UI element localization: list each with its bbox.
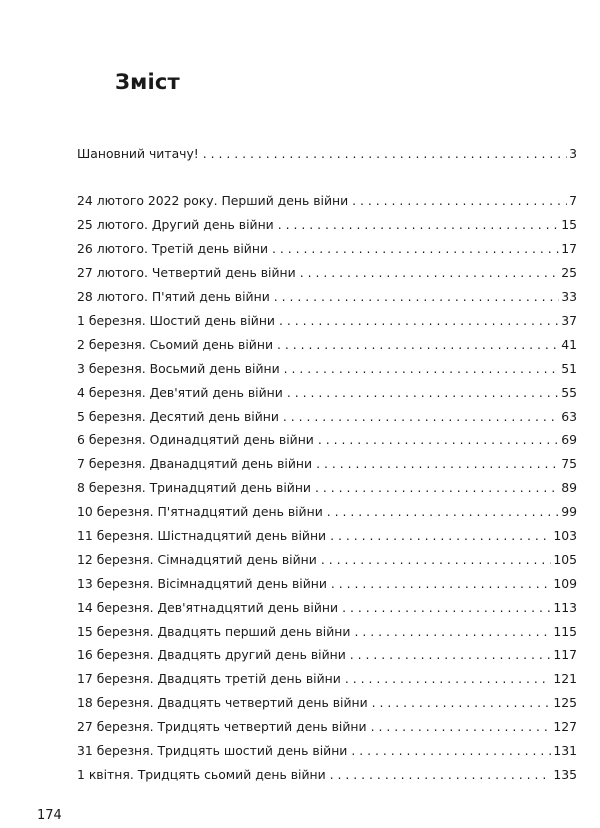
- toc-entry: [77, 643, 577, 667]
- dot-leader: [331, 572, 551, 596]
- toc-entry: [77, 739, 577, 763]
- dot-leader: [351, 739, 551, 763]
- toc-entry-title: 24 лютого 2022 року. Перший день війни: [77, 193, 349, 209]
- toc-entry: [77, 285, 577, 309]
- toc-entry-title: 7 березня. Дванадцятий день війни: [77, 456, 313, 472]
- dot-leader: [315, 476, 559, 500]
- dot-leader: [330, 763, 552, 787]
- dot-leader: [279, 309, 559, 333]
- toc-entry-title: 28 лютого. П'ятий день війни: [77, 289, 270, 305]
- toc-entry: [77, 572, 577, 596]
- toc-entry-page: 75: [561, 456, 577, 472]
- toc-entry: [77, 667, 577, 691]
- toc-entry-title: 3 березня. Восьмий день війни: [77, 360, 280, 376]
- toc-entry-title: 27 лютого. Четвертий день війни: [77, 265, 296, 281]
- toc-entry: [77, 333, 577, 357]
- toc-entry: [77, 524, 577, 548]
- toc-entry-title: 15 березня. Двадцять перший день війни: [77, 623, 351, 639]
- toc-entry-title: 27 березня. Тридцять четвертий день війни: [77, 719, 367, 735]
- page-number: 174: [37, 808, 62, 823]
- toc-entry: [77, 548, 577, 572]
- toc-entry-page: 99: [561, 504, 577, 520]
- toc-entry-title: 31 березня. Тридцять шостий день війни: [77, 742, 348, 758]
- toc-entry-page: 55: [561, 384, 577, 400]
- dot-leader: [284, 357, 560, 381]
- toc-entry-title: 12 березня. Сімнадцятий день війни: [77, 551, 317, 567]
- toc-entry: [77, 142, 577, 166]
- toc-entry-title: 25 лютого. Другий день війни: [77, 217, 274, 233]
- dot-leader: [277, 333, 559, 357]
- toc-entry-title: 4 березня. Дев'ятий день війни: [77, 384, 283, 400]
- toc-entry-page: 69: [561, 432, 577, 448]
- toc-entry: [77, 620, 577, 644]
- toc-entry-title: 2 березня. Сьомий день війни: [77, 336, 274, 352]
- toc-entry-page: 109: [553, 575, 577, 591]
- toc-entry-page: 89: [561, 480, 577, 496]
- table-of-contents: [77, 142, 577, 787]
- toc-entry-page: 131: [553, 742, 577, 758]
- toc-entry-title: 26 лютого. Третій день війни: [77, 241, 269, 257]
- toc-entry-title: 11 березня. Шістнадцятий день війни: [77, 527, 327, 543]
- toc-entry-page: 51: [561, 360, 577, 376]
- dot-leader: [321, 548, 552, 572]
- toc-entry: [77, 500, 577, 524]
- toc-entry: [77, 237, 577, 261]
- toc-entry-title: 17 березня. Двадцять третій день війни: [77, 671, 341, 687]
- toc-entry: [77, 309, 577, 333]
- toc-entry-page: 7: [569, 193, 577, 209]
- dot-leader: [272, 237, 559, 261]
- dot-leader: [330, 524, 551, 548]
- toc-entry-title: 1 березня. Шостий день війни: [77, 312, 275, 328]
- toc-entry: [77, 381, 577, 405]
- toc-entry: [77, 357, 577, 381]
- toc-entry: [77, 763, 577, 787]
- toc-entry-title: 5 березня. Десятий день війни: [77, 408, 279, 424]
- toc-entry: [77, 596, 577, 620]
- toc-entry: [77, 691, 577, 715]
- dot-leader: [350, 643, 552, 667]
- toc-entry-title: 8 березня. Тринадцятий день війни: [77, 480, 311, 496]
- toc-entry-page: 117: [553, 647, 577, 663]
- dot-leader: [283, 405, 559, 429]
- toc-entry-page: 105: [553, 551, 577, 567]
- toc-entry-title: 6 березня. Одинадцятий день війни: [77, 432, 314, 448]
- dot-leader: [372, 691, 552, 715]
- toc-entry-page: 17: [561, 241, 577, 257]
- dot-leader: [316, 452, 559, 476]
- toc-entry-page: 113: [553, 599, 577, 615]
- toc-entry-page: 41: [561, 336, 577, 352]
- toc-entry-page: 33: [561, 289, 577, 305]
- toc-entry: [77, 261, 577, 285]
- toc-entry-title: 10 березня. П'ятнадцятий день війни: [77, 504, 323, 520]
- toc-entry-title: Шановний читачу!: [77, 146, 199, 161]
- dot-leader: [300, 261, 560, 285]
- toc-entry: [77, 405, 577, 429]
- toc-entry-page: 121: [553, 671, 577, 687]
- toc-entry: [77, 189, 577, 213]
- toc-entry-page: 3: [569, 146, 577, 161]
- dot-leader: [345, 667, 552, 691]
- toc-entry-page: 127: [553, 719, 577, 735]
- toc-entry-title: 18 березня. Двадцять четвертий день війни: [77, 695, 368, 711]
- dot-leader: [342, 596, 551, 620]
- dot-leader: [354, 620, 551, 644]
- toc-entry: [77, 715, 577, 739]
- toc-entry-page: 115: [553, 623, 577, 639]
- toc-entry-title: 14 березня. Дев'ятнадцятий день війни: [77, 599, 339, 615]
- toc-entry-page: 125: [553, 695, 577, 711]
- toc-entry-title: 1 квітня. Тридцять сьомий день війни: [77, 766, 326, 782]
- dot-leader: [371, 715, 552, 739]
- toc-entry: [77, 213, 577, 237]
- toc-entry-page: 37: [561, 312, 577, 328]
- toc-entry: [77, 428, 577, 452]
- dot-leader: [278, 213, 559, 237]
- dot-leader: [318, 428, 559, 452]
- dot-leader: [203, 142, 567, 166]
- toc-entry-title: 16 березня. Двадцять другий день війни: [77, 647, 346, 663]
- toc-entry-page: 103: [553, 527, 577, 543]
- toc-entry-page: 25: [561, 265, 577, 281]
- toc-entry-page: 135: [553, 766, 577, 782]
- toc-entry-title: 13 березня. Вісімнадцятий день війни: [77, 575, 327, 591]
- toc-entry: [77, 452, 577, 476]
- toc-entry-page: 15: [561, 217, 577, 233]
- toc-entry-page: 63: [561, 408, 577, 424]
- page-title: Зміст: [115, 70, 180, 94]
- dot-leader: [287, 381, 559, 405]
- dot-leader: [274, 285, 559, 309]
- toc-entry: [77, 476, 577, 500]
- dot-leader: [352, 189, 567, 213]
- dot-leader: [327, 500, 559, 524]
